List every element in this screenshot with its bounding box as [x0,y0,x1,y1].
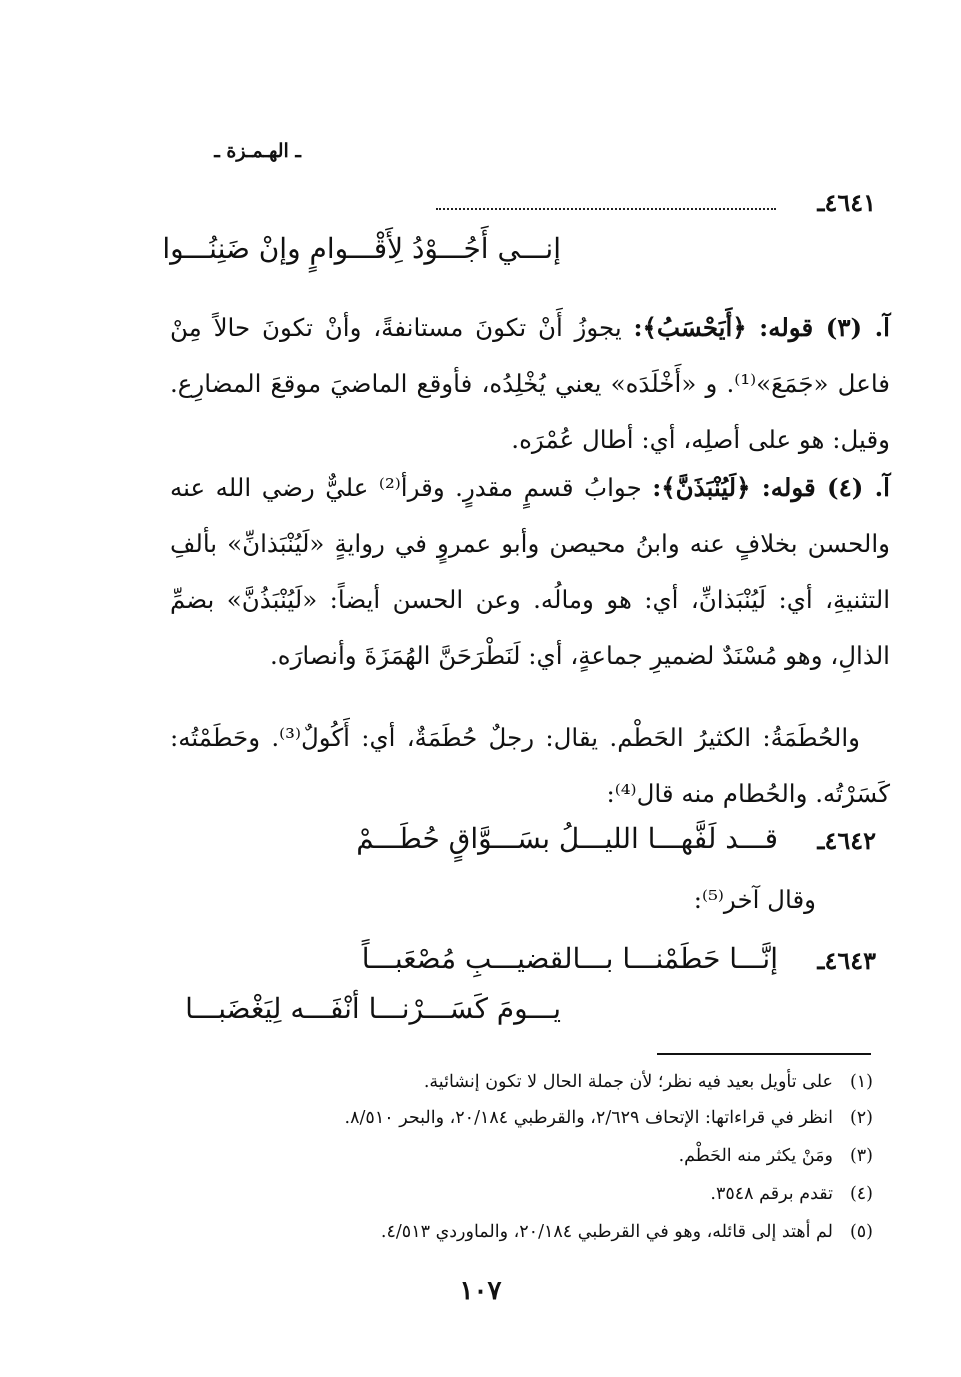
verse-line-4643-second: يـــومَ كَسَـــرْنـــا أنْفَـــه لِيَغْضَبـــا [185,992,561,1025]
footnote-text: تقدم برقم ٣٥٤٨. [710,1184,833,1204]
footnote-number: (٣) [849,1146,873,1166]
footnote-number: (٤) [849,1184,873,1204]
page-header: ـ الهـمـزة ـ [214,140,301,162]
page-number: ١٠٧ [459,1276,502,1306]
another-poet-intro: وقال آخر⁽⁵⁾: [693,885,816,914]
footnote-4 [710,1182,873,1206]
verse-marker: آ. (٤) قوله: ﴿لَيُنْبَذَنَّ﴾: [652,473,890,502]
footnote-number: (٢) [849,1108,873,1128]
verse-number-4641: ٤٦٤١ـ [817,188,876,217]
footnote-text: لم أهتد إلى قائله، وهو في القرطبي ٢٠/١٨٤، والماوردي ٤/٥١٣. [380,1222,833,1242]
footnote-number: (٥) [849,1222,873,1242]
footnote-5 [381,1220,873,1244]
commentary-text: يجوزُ أَنْ تكونَ مستانفةً، وأنْ تكونَ حالاً مِنْ فاعل «جَمَعَ»⁽¹⁾. و «أَخْلَدَه» يعني يُخْلِدُه، فأوقع الماضيَ موقعَ المضارِع. وقيل: هو على أصلِه، أي: أطال عُمْرَه. [170,313,891,454]
commentary-text: جوابُ قسمٍ مقدرٍ. وقرأ⁽²⁾ عليٌّ رضي الله عنه والحسن بخلافٍ عنه وابنُ محيصن وأبو عمروٍ في روايةٍ «لَيُنْبَذانِّ» بألفِ التثنيةِ، أي: لَيُنْبَذانِّ، أي: هو ومالُه. وعن الحسن أيضاً: «لَيُنْبَذُنَّ» بضمِّ الذالِ، وهو مُسْنَدٌ لضميرِ جماعةٍ، أي: لَنَطْرَحَنَّ الهُمَزَةَ وأنصارَه. [170,473,890,670]
footnote-text: على تأويل بعيد فيه نظر؛ لأن جملة الحال لا تكون إنشائية. [423,1072,833,1092]
footnote-2 [345,1106,873,1130]
commentary-hutama [170,710,890,822]
footnote-text: ومَنْ يكثر منه الحَطْم. [678,1146,833,1166]
verse-marker: آ. (٣) قوله: ﴿أَيَحْسَبُ﴾: [633,313,890,342]
verse-number-4642: ٤٦٤٢ـ [817,826,876,855]
verse-line-4643-first: إنَّـــا حَطَمْنـــا بـــالقضيـــبِ مُصْعَبـــاً [361,942,778,975]
commentary-verse-4 [170,460,890,684]
footnote-number: (١) [849,1072,873,1092]
verse-number-4643: ٤٦٤٣ـ [817,946,876,975]
footnote-3 [679,1144,873,1168]
footnote-1 [424,1070,873,1094]
verse-line-4642: قـــد لَفَّهـــا الليـــلُ بسَـــوَّاقٍ حُطَـــمْ [356,822,778,855]
verse-line-4641: إنـــي أَجُـــوْدُ لِأَقْـــوامٍ وإنْ ضَنِنُـــوا [162,232,561,265]
elided-verse-dots [436,194,776,210]
footnote-text: انظر في قراءاتها: الإتحاف ٢/٦٢٩، والقرطبي ٢٠/١٨٤، والبحر ٨/٥١٠. [344,1108,833,1128]
footnote-separator [657,1053,871,1055]
commentary-verse-3 [170,300,890,468]
commentary-text: والحُطَمَةُ: الكثيرُ الحَطْم. يقال: رجلٌ حُطَمَةٌ، أي: أَكُولٌ⁽³⁾. وحَطَمْتُه: كَسَرْتُه. والحُطام منه قال⁽⁴⁾: [170,723,890,808]
